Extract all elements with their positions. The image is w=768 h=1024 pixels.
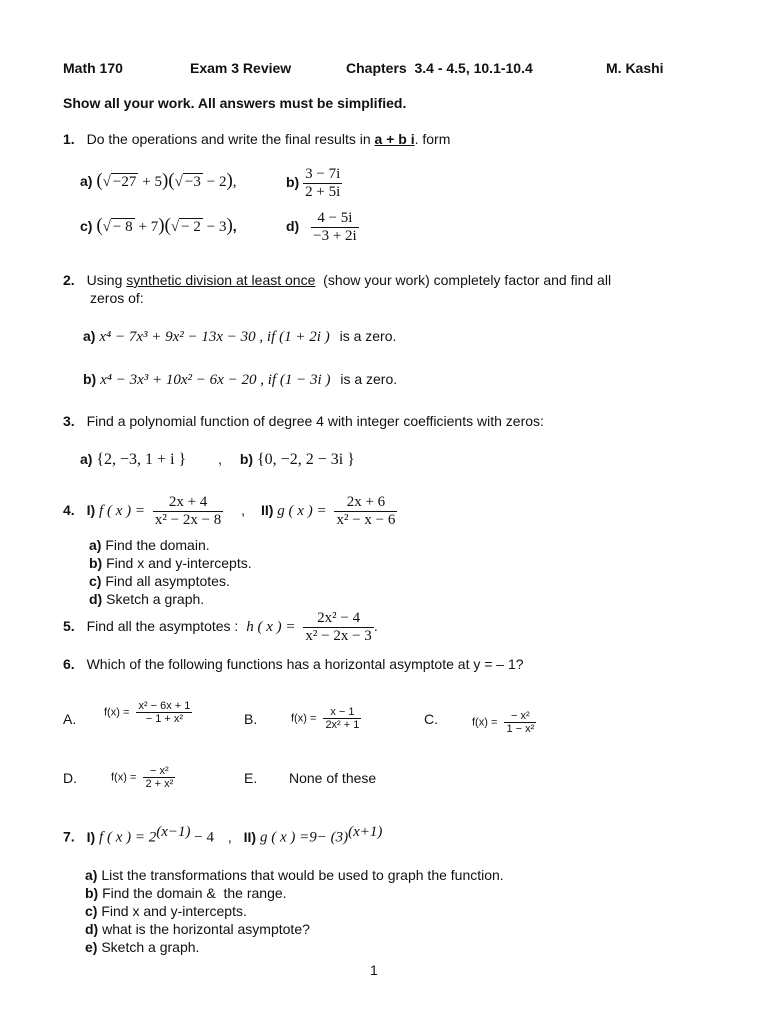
list-item bbox=[89, 590, 252, 608]
term: − 3 bbox=[206, 219, 227, 235]
part-label: c) bbox=[89, 573, 102, 589]
question-4 bbox=[63, 494, 397, 529]
polynomial: x⁴ − 3x³ + 10x² − 6x − 20 , if bbox=[100, 372, 277, 388]
option-c-formula bbox=[472, 710, 536, 735]
part-label: b) bbox=[286, 174, 300, 191]
radicand: −27 bbox=[112, 174, 137, 190]
numerator: 4 − 5i bbox=[311, 210, 359, 228]
separator: , bbox=[218, 451, 222, 467]
term: + 5 bbox=[142, 174, 162, 190]
question-number: 3. bbox=[63, 413, 75, 429]
fraction bbox=[504, 710, 536, 735]
part-text: Find the domain. bbox=[101, 537, 210, 553]
part-text: what is the horizontal asymptote? bbox=[98, 921, 310, 937]
denominator: 2x² + 1 bbox=[325, 719, 360, 731]
function-label: II) bbox=[260, 502, 274, 519]
part-label: c) bbox=[80, 218, 93, 234]
separator: , bbox=[227, 828, 232, 845]
separator: , bbox=[241, 502, 246, 519]
list-item bbox=[85, 884, 504, 902]
fraction bbox=[323, 706, 361, 731]
function-lhs: f ( x ) = bbox=[99, 503, 145, 520]
period: . bbox=[373, 618, 378, 635]
part-label: b) bbox=[239, 451, 254, 467]
question-3 bbox=[63, 413, 544, 429]
exponent: (x−1) bbox=[156, 824, 191, 840]
function-label: I) bbox=[86, 828, 96, 845]
option-d-formula bbox=[111, 765, 175, 790]
function-label: I) bbox=[86, 502, 96, 519]
fraction bbox=[334, 494, 397, 529]
fraction bbox=[303, 166, 342, 201]
part-label: d) bbox=[85, 921, 99, 937]
part-text: Find x and y-intercepts. bbox=[97, 903, 247, 919]
q3-parts bbox=[80, 451, 355, 469]
term: + 7 bbox=[138, 219, 159, 235]
instructions: Show all your work. All answers must be simplified. bbox=[63, 95, 407, 111]
list-item bbox=[89, 572, 252, 590]
numerator: 2x + 6 bbox=[334, 494, 397, 512]
part-label: a) bbox=[80, 451, 93, 467]
list-item bbox=[89, 536, 252, 554]
option-d-label: D. bbox=[63, 770, 77, 786]
part-label: a) bbox=[85, 867, 98, 883]
fraction bbox=[143, 765, 175, 790]
function-lhs: f(x) = bbox=[111, 771, 137, 784]
function-expression: g ( x ) =9− (3) bbox=[259, 829, 349, 846]
function-lhs: f(x) = bbox=[472, 716, 498, 729]
question-text: Using bbox=[86, 272, 127, 288]
question-text-line2: zeros of: bbox=[90, 290, 144, 306]
list-item bbox=[85, 902, 504, 920]
part-label: d) bbox=[89, 591, 103, 607]
part-text: Sketch a graph. bbox=[102, 591, 205, 607]
part-text: List the transformations that would be used to graph the function. bbox=[97, 867, 504, 883]
page-number: 1 bbox=[370, 962, 378, 978]
chapters: Chapters 3.4 - 4.5, 10.1-10.4 bbox=[346, 60, 533, 76]
question-number: 4. bbox=[63, 502, 75, 519]
option-b-label: B. bbox=[244, 711, 258, 727]
part-label: a) bbox=[89, 537, 102, 553]
exam-title: Exam 3 Review bbox=[190, 60, 292, 76]
part-label: a) bbox=[80, 173, 93, 189]
denominator: − 1 + x² bbox=[145, 713, 184, 725]
q2-part-a bbox=[83, 328, 396, 346]
exponent: (x+1) bbox=[348, 824, 383, 840]
numerator: x² − 6x + 1 bbox=[138, 700, 191, 712]
denominator: x² − x − 6 bbox=[336, 512, 396, 528]
denominator: 2 + x² bbox=[145, 778, 174, 790]
course-title: Math 170 bbox=[63, 60, 123, 76]
question-text: Find a polynomial function of degree 4 with integer coefficients with zeros: bbox=[86, 413, 544, 429]
polynomial: x⁴ − 7x³ + 9x² − 13x − 30 , if bbox=[99, 329, 276, 345]
question-text: Which of the following functions has a horizontal asymptote at y = – 1? bbox=[86, 656, 524, 672]
fraction bbox=[303, 610, 373, 645]
term: − 2 bbox=[206, 174, 227, 190]
fraction bbox=[136, 700, 192, 725]
function-tail: − 4 bbox=[190, 829, 214, 846]
tail-text: is a zero. bbox=[340, 371, 398, 387]
q7-parts-list bbox=[85, 866, 504, 956]
denominator: 2 + 5i bbox=[305, 184, 341, 200]
radicand: −3 bbox=[184, 174, 201, 190]
part-label: b) bbox=[85, 885, 99, 901]
part-text: Sketch a graph. bbox=[97, 939, 200, 955]
zero-value: (1 − 3i ) bbox=[279, 372, 331, 388]
numerator: 3 − 7i bbox=[305, 166, 341, 182]
numerator: − x² bbox=[504, 710, 536, 723]
part-label: e) bbox=[85, 939, 98, 955]
denominator: 1 − x² bbox=[506, 723, 535, 735]
function-expression: f ( x ) = 2 bbox=[99, 829, 157, 846]
list-item bbox=[89, 554, 252, 572]
zero-set: {0, −2, 2 − 3i } bbox=[256, 451, 355, 468]
denominator: x² − 2x − 3 bbox=[305, 628, 372, 644]
question-text: Find all the asymptotes : bbox=[86, 618, 239, 635]
function-lhs: h ( x ) = bbox=[246, 619, 296, 636]
form-label: a + b i bbox=[374, 131, 415, 147]
question-number: 2. bbox=[63, 272, 75, 288]
question-number: 1. bbox=[63, 131, 75, 147]
part-label: b) bbox=[83, 371, 97, 387]
option-a-formula bbox=[104, 700, 192, 725]
denominator: x² − 2x − 8 bbox=[154, 512, 222, 528]
option-e-label: E. bbox=[244, 770, 258, 786]
option-b-formula bbox=[291, 706, 361, 731]
comma: , bbox=[232, 174, 237, 190]
numerator: 2x² − 4 bbox=[303, 610, 373, 628]
option-a-label: A. bbox=[63, 711, 77, 727]
fraction bbox=[311, 210, 359, 245]
radicand: − 8 bbox=[112, 219, 133, 235]
list-item bbox=[85, 938, 504, 956]
part-label: a) bbox=[83, 328, 96, 344]
question-7 bbox=[63, 824, 382, 847]
numerator: − x² bbox=[143, 765, 175, 778]
function-lhs: g ( x ) = bbox=[277, 503, 327, 520]
function-label: II) bbox=[243, 828, 257, 845]
zero-set: {2, −3, 1 + i } bbox=[96, 451, 187, 468]
numerator: x − 1 bbox=[323, 706, 361, 719]
radicand: − 2 bbox=[181, 219, 201, 235]
question-number: 5. bbox=[63, 618, 75, 635]
fraction bbox=[153, 494, 223, 529]
question-text: Do the operations and write the final results in bbox=[86, 131, 375, 147]
list-item bbox=[85, 866, 504, 884]
zero-value: (1 + 2i ) bbox=[279, 329, 330, 345]
part-text: Find all asymptotes. bbox=[101, 573, 230, 589]
author: M. Kashi bbox=[606, 60, 664, 76]
q2-part-b bbox=[83, 371, 397, 389]
q1-part-c: c) (√ − 8 + 7)(√ − 2 − 3), bbox=[80, 215, 237, 236]
part-label: d) bbox=[286, 218, 300, 235]
question-6 bbox=[63, 656, 524, 672]
function-lhs: f(x) = bbox=[291, 712, 317, 725]
question-2 bbox=[63, 272, 611, 288]
q1-part-b bbox=[286, 166, 342, 201]
underlined-text: synthetic division at least once bbox=[126, 272, 316, 288]
function-lhs: f(x) = bbox=[104, 706, 130, 719]
part-text: Find x and y-intercepts. bbox=[102, 555, 252, 571]
option-e-text: None of these bbox=[289, 770, 377, 786]
question-number: 6. bbox=[63, 656, 75, 672]
question-5 bbox=[63, 610, 378, 645]
tail-text: is a zero. bbox=[339, 328, 397, 344]
question-1 bbox=[63, 131, 450, 147]
part-label: c) bbox=[85, 903, 98, 919]
denominator: −3 + 2i bbox=[313, 228, 357, 244]
numerator: 2x + 4 bbox=[153, 494, 223, 512]
question-text-tail: . form bbox=[414, 131, 451, 147]
list-item bbox=[85, 920, 504, 938]
comma: , bbox=[232, 218, 237, 234]
question-text-tail: (show your work) completely factor and find all bbox=[315, 272, 612, 288]
q4-parts-list bbox=[89, 536, 252, 608]
part-text: Find the domain & the range. bbox=[98, 885, 287, 901]
question-number: 7. bbox=[63, 828, 75, 845]
q1-part-a: a) (√ −27 + 5)(√ −3 − 2), bbox=[80, 170, 237, 191]
q1-part-d bbox=[286, 210, 359, 245]
option-c-label: C. bbox=[424, 711, 438, 727]
part-label: b) bbox=[89, 555, 103, 571]
